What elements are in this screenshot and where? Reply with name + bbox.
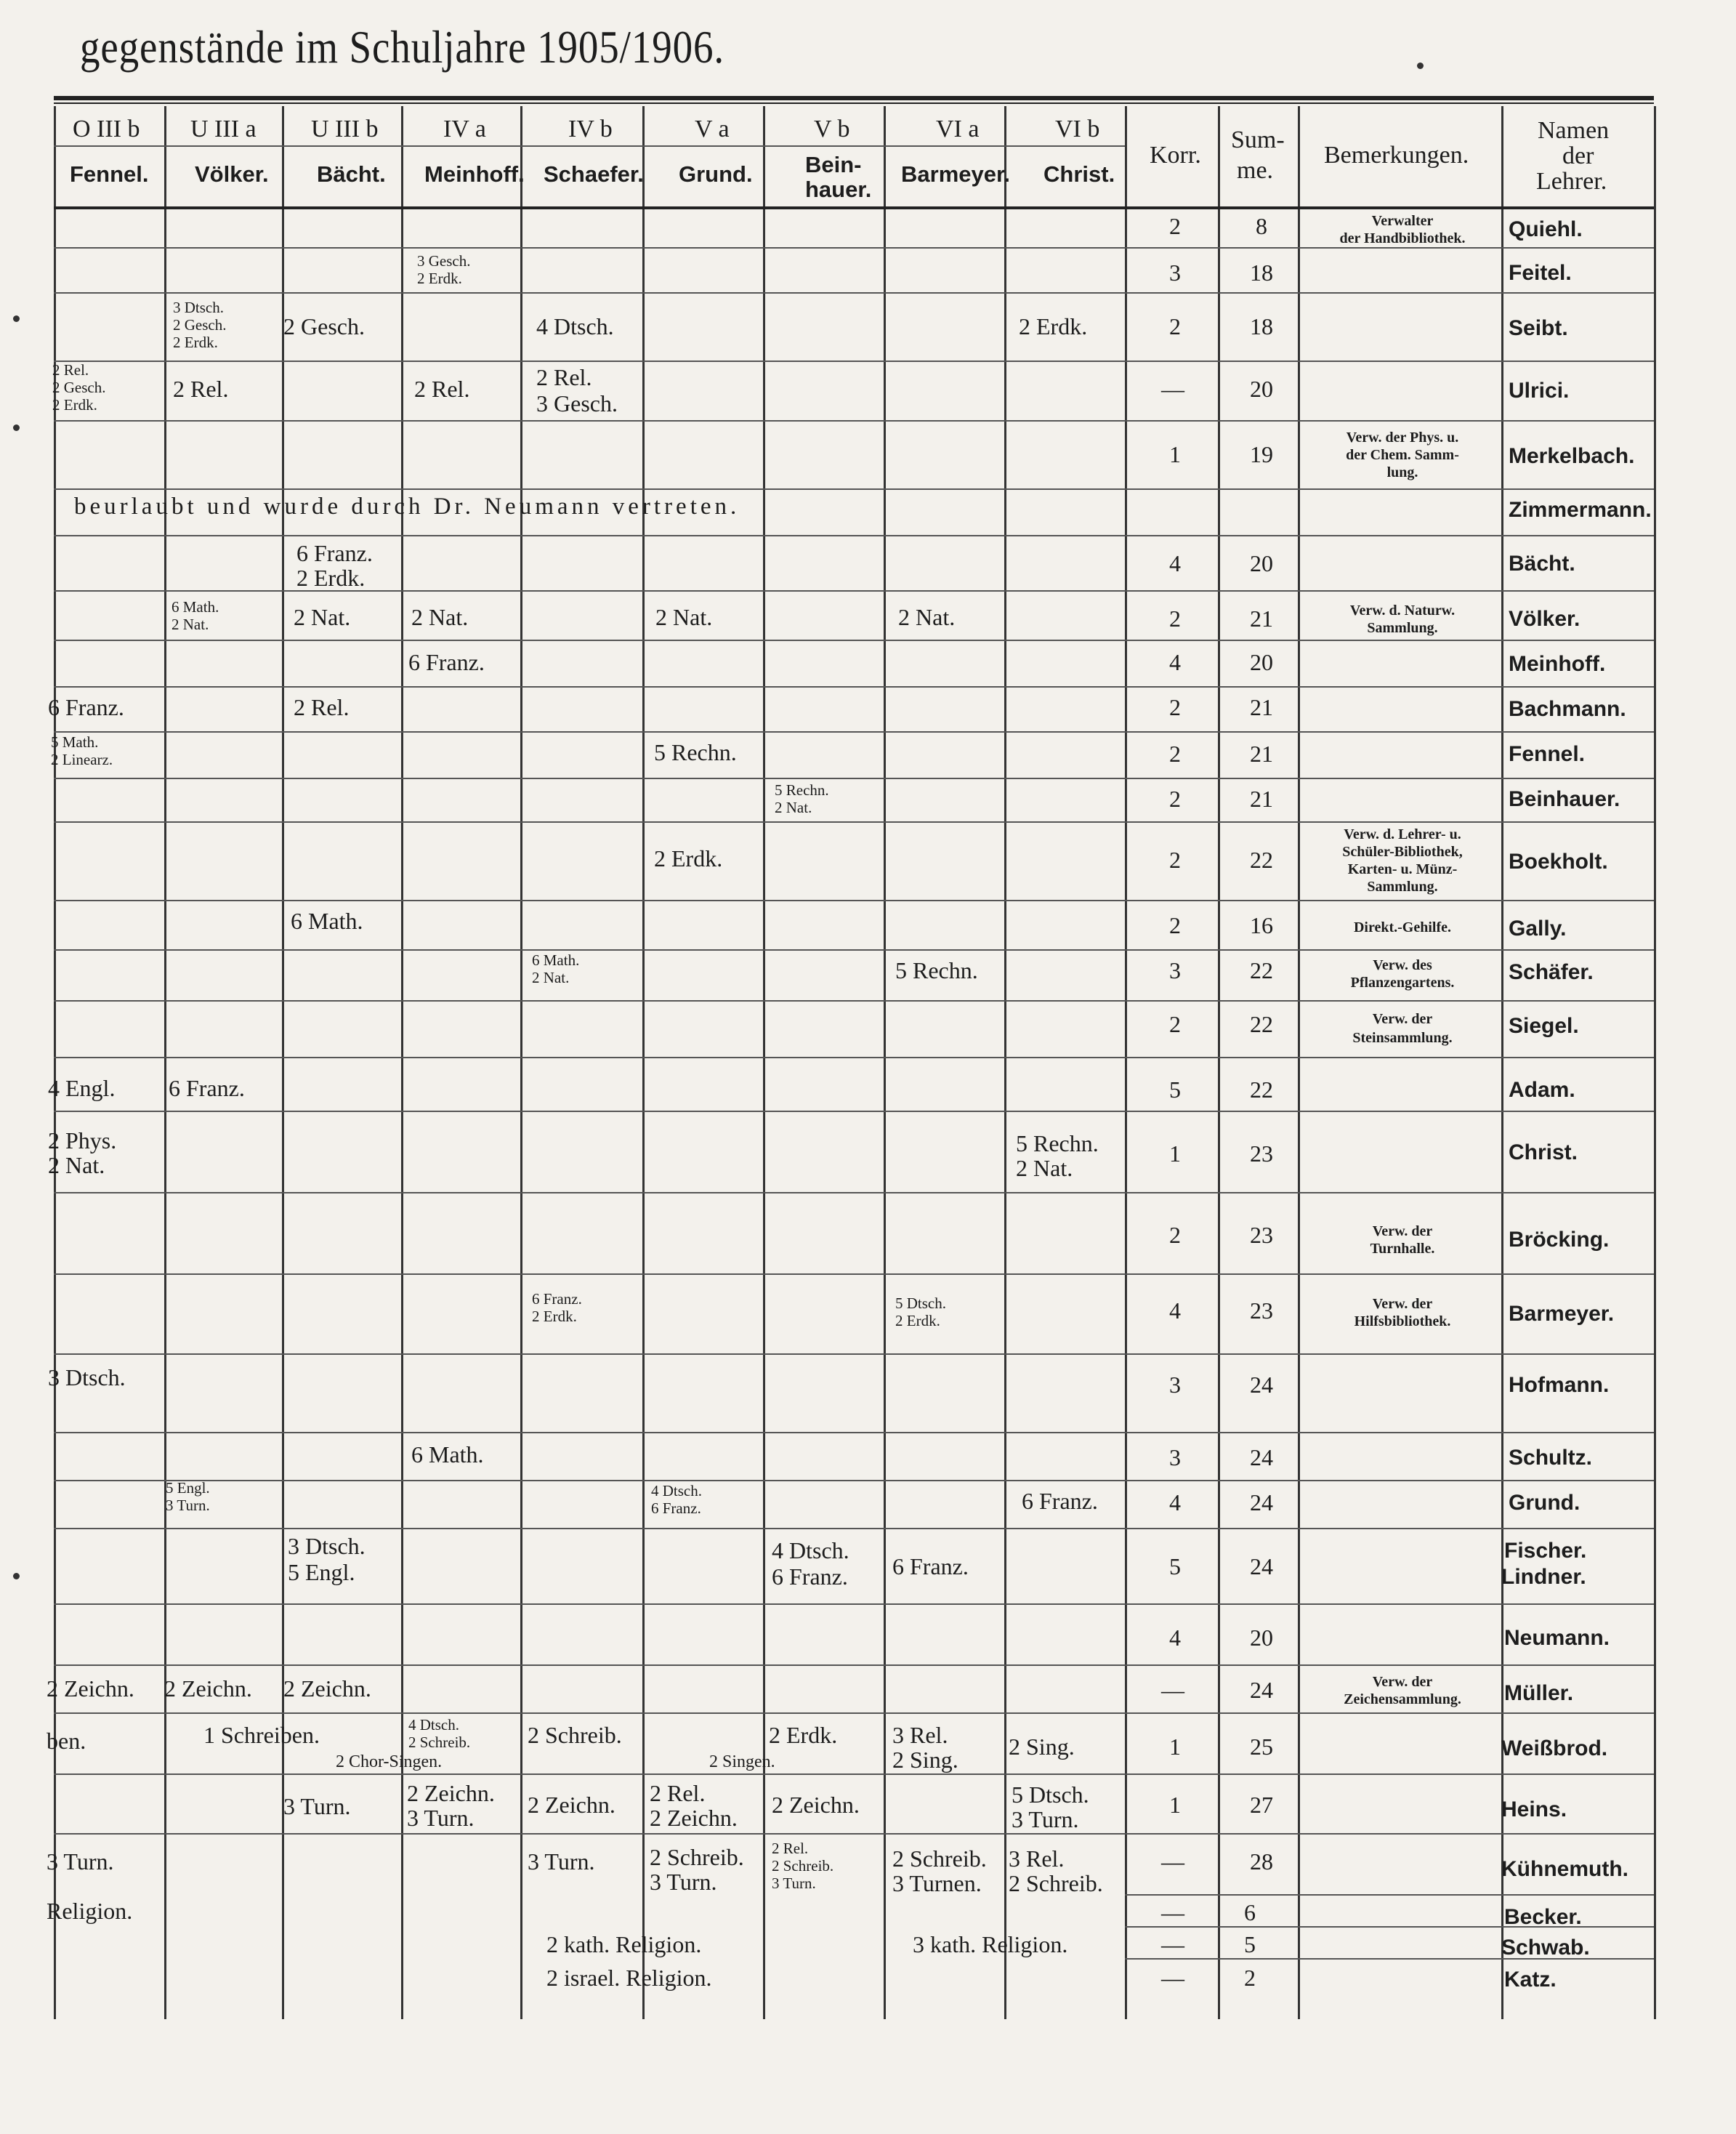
sum-value: 8 [1256,213,1267,239]
cell-uiiia: 2 Erdk. [173,334,218,351]
column-rule [1125,106,1127,2019]
korr-value: 2 [1169,694,1181,720]
row-rule [54,900,1654,901]
teacher-name: Feitel. [1509,261,1572,285]
cell-uiiia: 6 Franz. [169,1075,245,1101]
cell-ivb: 2 Erdk. [417,270,462,287]
remark: Schüler-Bibliothek, [1342,844,1463,860]
namen-header: Lehrer. [1536,168,1607,195]
korr-header: Korr. [1150,142,1201,169]
class-teacher: Bächt. [317,161,386,187]
cell-uiiib: 2 Erdk. [296,565,366,591]
row-rule [54,821,1654,823]
cell-uiiia: 5 Engl. [166,1479,210,1497]
cell-uiiib: 3 Dtsch. [288,1533,366,1559]
korr-value: — [1161,376,1184,402]
cell-via: 2 Schreib. [892,1845,987,1872]
teacher-name: Heins. [1501,1797,1567,1821]
cell-ivb: 2 Rel. [536,364,592,390]
cell-uiiib: 2 Rel. [294,694,350,720]
chor-singen: 2 Chor-Singen. [336,1752,443,1771]
teacher-name: Müller. [1504,1681,1574,1705]
teacher-name: Christ. [1509,1140,1578,1164]
cell-va: 4 Dtsch. [651,1482,702,1499]
teacher-name: Weißbrod. [1501,1736,1608,1760]
sum-value: 24 [1250,1489,1273,1515]
class-header: V b [814,116,850,142]
korr-value: 3 [1169,1372,1181,1398]
sum-value: 22 [1250,957,1273,983]
cell-iva: 4 Dtsch. [408,1716,459,1734]
remark: Zeichensammlung. [1344,1691,1461,1707]
class-teacher: Fennel. [70,161,149,187]
margin-dot [1417,63,1424,69]
cell-ivb: 2 Zeichn. [528,1792,615,1818]
teacher-name: Siegel. [1509,1014,1579,1038]
namen-header: Namen [1538,117,1610,144]
row-rule [54,1664,1654,1666]
korr-value: 4 [1169,1297,1181,1324]
korr-value: 1 [1169,441,1181,467]
cell-vb: 5 Rechn. [775,781,829,799]
korr-value: 4 [1169,649,1181,675]
teacher-name: Barmeyer. [1509,1302,1615,1326]
margin-dot [13,1573,20,1579]
korr-value: — [1161,1965,1184,1991]
remark: lung. [1386,464,1418,480]
teacher-name: Hofmann. [1509,1373,1610,1397]
class-teacher: hauer. [805,177,872,202]
row-rule [54,145,1125,147]
class-header: U III a [190,116,257,142]
teacher-name: Fennel. [1509,742,1586,766]
remark: Verw. d. Naturw. [1349,603,1456,619]
cell-va: 6 Franz. [651,1499,701,1517]
remark: Pflanzengartens. [1350,975,1455,991]
remark: Verw. der [1372,1674,1433,1690]
top-thick-rule [54,96,1654,100]
class-teacher: Christ. [1043,161,1115,187]
column-rule [1004,106,1006,2019]
cell-vib: 2 Sing. [1009,1734,1075,1760]
teacher-name: Bächt. [1509,552,1575,576]
row-rule [54,1432,1654,1433]
korr-value: — [1161,1899,1184,1925]
remark: der Handbibliothek. [1339,230,1466,246]
korr-value: 4 [1169,1624,1181,1651]
cell-va: 2 Schreib. [650,1844,744,1870]
sum-value: 20 [1250,649,1273,675]
sum-value: 23 [1250,1222,1273,1248]
korr-value: 4 [1169,550,1181,576]
cell-oiiib: 2 Rel. [52,361,89,379]
korr-value: — [1161,1931,1184,1957]
teacher-name: Meinhoff. [1509,652,1606,676]
teacher-name: Zimmermann. [1509,498,1652,522]
korr-value: — [1161,1848,1184,1875]
sum-value: 5 [1244,1931,1256,1957]
remark: Steinsammlung. [1352,1030,1453,1046]
cell-vb: 3 Turn. [772,1875,816,1892]
remark: Karten- u. Münz- [1347,861,1458,877]
margin-dot [13,315,20,322]
korr-value: 5 [1169,1076,1181,1103]
cell-vb: 2 Schreib. [772,1857,834,1875]
cell-uiiib: 2 Zeichn. [283,1675,371,1702]
cell-vb: 2 Nat. [775,799,812,816]
teacher-name: Schultz. [1509,1446,1593,1470]
row-rule [54,1273,1654,1275]
remark: der Chem. Samm- [1346,447,1459,463]
cell-vib: 2 Nat. [1016,1155,1073,1181]
sum-value: 27 [1250,1792,1273,1818]
cell-uiiia: 3 Turn. [166,1497,210,1514]
remark: Verw. der [1372,1011,1433,1027]
row-rule [54,1528,1654,1529]
page-title: gegenstände im Schuljahre 1905/1906. [80,21,724,73]
teacher-name: Boekholt. [1509,850,1608,874]
korr-value: 2 [1169,912,1181,938]
teacher-name: Becker. [1504,1905,1582,1929]
teacher-name: Beinhauer. [1509,787,1620,811]
row-rule [1125,1894,1654,1896]
row-rule [54,1480,1654,1481]
cell-uiiib: 5 Engl. [288,1559,355,1585]
sum-value: 24 [1250,1553,1273,1579]
remark: Verw. des [1373,957,1432,973]
cell-uiiib: 3 Turn. [283,1793,351,1819]
sum-value: 22 [1250,847,1273,873]
cell-oiiib: 3 Dtsch. [48,1364,126,1390]
cell-via: 6 Franz. [892,1553,969,1579]
cell-vb: 2 Erdk. [769,1722,838,1748]
teacher-name: Seibt. [1509,316,1568,340]
row-rule [54,949,1654,951]
cell-via: 5 Dtsch. [895,1295,946,1312]
cell-ivb: 3 Gesch. [417,252,471,270]
teacher-name: Gally. [1509,917,1567,941]
cell-via: 2 Erdk. [895,1312,940,1329]
cell-oiiib: 2 Linearz. [51,751,113,768]
cell-ivb: 2 Erdk. [532,1308,577,1325]
column-rule [1654,106,1656,2019]
cell-iva: 2 Schreib. [408,1734,471,1751]
sum-value: 2 [1244,1965,1256,1991]
sum-value: 20 [1250,1624,1273,1651]
class-header: VI b [1055,116,1100,142]
cell-via: 5 Rechn. [895,957,978,983]
sum-value: 23 [1250,1140,1273,1167]
row-rule [54,206,1654,209]
cell-uiiia: 3 Dtsch. [173,299,224,316]
cell-uiiia: 2 Nat. [171,616,209,633]
cell-oiiib: 2 Nat. [48,1152,105,1178]
cell-via: 2 Nat. [898,604,956,630]
cell-vib: 2 Erdk. [1019,313,1088,339]
column-rule [1501,106,1503,2019]
column-rule [1298,106,1300,2019]
sum-value: 21 [1250,605,1273,632]
row-rule [54,247,1654,249]
teacher-name: Quiehl. [1509,217,1583,241]
cell-ivb: 6 Franz. [532,1290,582,1308]
israel-religion: 2 israel. Religion. [546,1965,712,1991]
row-rule [54,1773,1654,1775]
korr-value: — [1161,1677,1184,1703]
cell-va: 2 Zeichn. [650,1805,738,1831]
teacher-name: Ulrici. [1509,379,1570,403]
cell-va: 2 Nat. [655,604,713,630]
sum-value: 21 [1250,694,1273,720]
class-header: IV a [443,116,486,142]
cell-vib: 5 Rechn. [1016,1130,1099,1156]
cell-uiiia: 2 Gesch. [173,316,227,334]
cell-oiiib: 5 Math. [51,733,99,751]
summe-header: Sum- [1231,126,1285,153]
cell-vib: 5 Dtsch. [1012,1781,1089,1808]
cell-vib: 3 Turn. [1012,1806,1079,1832]
row-rule [54,590,1654,592]
korr-value: 2 [1169,313,1181,339]
teacher-name: Fischer. [1504,1539,1587,1563]
sum-value: 22 [1250,1076,1273,1103]
cell-va: 3 Turn. [650,1869,717,1895]
margin-dot [13,424,20,431]
column-rule [401,106,403,2019]
class-teacher: Meinhoff. [424,161,525,187]
korr-value: 1 [1169,1140,1181,1167]
column-rule [164,106,166,2019]
row-rule [54,1712,1654,1714]
row-rule [54,1353,1654,1355]
korr-value: 2 [1169,847,1181,873]
cell-iva: 2 Rel. [414,376,470,402]
cell-via: 3 Rel. [892,1722,948,1748]
column-rule [1218,106,1220,2019]
teacher-name: Schwab. [1501,1936,1590,1960]
row-rule [54,292,1654,294]
teacher-name: Lindner. [1501,1565,1586,1589]
row-rule [54,1000,1654,1002]
row-rule [54,1057,1654,1058]
class-teacher: Grund. [679,161,753,187]
korr-value: 3 [1169,957,1181,983]
row-rule [54,1192,1654,1193]
cell-uiiia: 2 Rel. [173,376,229,402]
class-teacher: Bein- [805,152,862,177]
cell-iva: 3 Turn. [407,1805,475,1831]
teacher-name: Adam. [1509,1078,1575,1102]
korr-value: 1 [1169,1734,1181,1760]
column-rule [642,106,645,2019]
korr-value: 4 [1169,1489,1181,1515]
korr-value: 2 [1169,1222,1181,1248]
cell-ivb: 4 Dtsch. [536,313,614,339]
sum-value: 24 [1250,1444,1273,1470]
summe-header: me. [1237,157,1274,184]
remark: Verw. d. Lehrer- u. [1344,826,1461,842]
remark: Sammlung. [1367,879,1438,895]
class-header: O III b [73,116,140,142]
class-header: IV b [568,116,613,142]
row-rule [54,535,1654,536]
cell-oiiib: 2 Phys. [48,1127,117,1153]
column-rule [884,106,886,2019]
remark: Sammlung. [1367,620,1438,636]
cell-via: 2 Sing. [892,1747,958,1773]
cell-vib: 2 Schreib. [1009,1870,1103,1896]
cell-uiiia: 1 Schreiben. [203,1722,320,1748]
cell-oiiib: 2 Zeichn. [47,1675,134,1702]
cell-oiiib: 2 Gesch. [52,379,106,396]
column-rule [520,106,522,2019]
teacher-name: Merkelbach. [1509,444,1635,468]
remark: Verw. der Phys. u. [1346,430,1459,446]
cell-vib: 3 Rel. [1009,1845,1065,1872]
row-rule [54,1603,1654,1605]
row-rule [54,1111,1654,1112]
korr-value: 3 [1169,259,1181,286]
cell-oiiib: 4 Engl. [48,1075,116,1101]
cell-va: 5 Rechn. [654,739,737,765]
teacher-name: Neumann. [1504,1626,1610,1650]
class-header: VI a [936,116,980,142]
korr-value: 2 [1169,605,1181,632]
cell-uiiia: 6 Math. [171,598,219,616]
teacher-name: Bröcking. [1509,1228,1610,1252]
teacher-name: Kühnemuth. [1501,1857,1628,1881]
cell-vb: 2 Zeichn. [772,1792,860,1818]
bemerkungen-header: Bemerkungen. [1324,142,1469,169]
korr-value: 2 [1169,1011,1181,1037]
korr-value: 3 [1169,1444,1181,1470]
sum-value: 22 [1250,1011,1273,1037]
top-thin-rule [54,102,1654,104]
cell-uiiib: 2 Gesch. [283,313,365,339]
remark: Verw. der [1372,1296,1433,1312]
cell-ivb: 2 Schreib. [528,1722,622,1748]
sum-value: 21 [1250,786,1273,812]
sum-value: 18 [1250,259,1273,286]
row-rule [54,361,1654,362]
row-rule [54,420,1654,422]
teacher-name: Völker. [1509,607,1580,631]
singen: 2 Singen. [709,1752,775,1771]
sum-value: 25 [1250,1734,1273,1760]
class-teacher: Völker. [195,161,269,187]
sum-value: 24 [1250,1372,1273,1398]
column-rule [763,106,765,2019]
class-header: V a [695,116,730,142]
cell-oiiib: 2 Erdk. [52,396,97,414]
cell-iva: 2 Nat. [411,604,469,630]
cell-uiiib: 6 Math. [291,908,363,934]
sum-value: 24 [1250,1677,1273,1703]
cell-iva: 6 Math. [411,1441,484,1467]
cell-vb: 2 Rel. [772,1840,809,1857]
cell-uiiia: 2 Zeichn. [164,1675,252,1702]
row-rule [54,1833,1654,1835]
remark: Verwalter [1371,213,1434,229]
row-rule [54,488,1654,490]
sum-value: 20 [1250,376,1273,402]
remark: Direkt.-Gehilfe. [1353,919,1452,935]
sum-value: 20 [1250,550,1273,576]
cell-uiiib: 6 Franz. [296,540,373,566]
cell-oiiib: Religion. [47,1898,133,1924]
cell-ivb: 6 Math. [532,951,580,969]
class-teacher: Schaefer. [544,161,644,187]
teacher-name: Schäfer. [1509,960,1594,984]
korr-value: 2 [1169,213,1181,239]
cell-va: 2 Erdk. [654,845,723,871]
cell-iva: 2 Zeichn. [407,1780,495,1806]
teacher-name: Katz. [1504,1968,1557,1992]
cell-via: 3 Turnen. [892,1870,982,1896]
kath-religion-2: 3 kath. Religion. [913,1931,1068,1957]
cell-ivb: 3 Gesch. [536,390,618,416]
remark: Hilfsbibliothek. [1354,1313,1451,1329]
korr-value: 2 [1169,786,1181,812]
sum-value: 16 [1250,912,1273,938]
leave-note: beurlaubt und wurde durch Dr. Neumann vertreten. [74,494,740,520]
cell-oiiib: 3 Turn. [47,1848,114,1875]
cell-ivb: 3 Turn. [528,1848,595,1875]
cell-vb: 6 Franz. [772,1563,848,1590]
class-teacher: Barmeyer. [901,161,1010,187]
cell-va: 2 Rel. [650,1780,706,1806]
sum-value: 18 [1250,313,1273,339]
cell-vb: 4 Dtsch. [772,1537,849,1563]
sum-value: 21 [1250,741,1273,767]
row-rule [54,731,1654,733]
cell-ivb: 2 Nat. [532,969,570,986]
row-rule [54,640,1654,641]
cell-iva: 6 Franz. [408,649,485,675]
korr-value: 1 [1169,1792,1181,1818]
korr-value: 5 [1169,1553,1181,1579]
row-rule [54,686,1654,688]
cell-oiiib: ben. [47,1728,86,1754]
teacher-name: Bachmann. [1509,697,1626,721]
class-header: U III b [311,116,379,142]
korr-value: 2 [1169,741,1181,767]
sum-value: 6 [1244,1899,1256,1925]
row-rule [54,778,1654,779]
sum-value: 19 [1250,441,1273,467]
sum-value: 23 [1250,1297,1273,1324]
kath-religion-1: 2 kath. Religion. [546,1931,702,1957]
cell-vib: 6 Franz. [1022,1488,1098,1514]
teacher-name: Grund. [1509,1491,1580,1515]
cell-uiiib: 2 Nat. [294,604,351,630]
cell-oiiib: 6 Franz. [48,694,124,720]
namen-header: der [1562,142,1594,169]
sum-value: 28 [1250,1848,1273,1875]
remark: Turnhalle. [1370,1241,1435,1257]
remark: Verw. der [1372,1223,1433,1239]
